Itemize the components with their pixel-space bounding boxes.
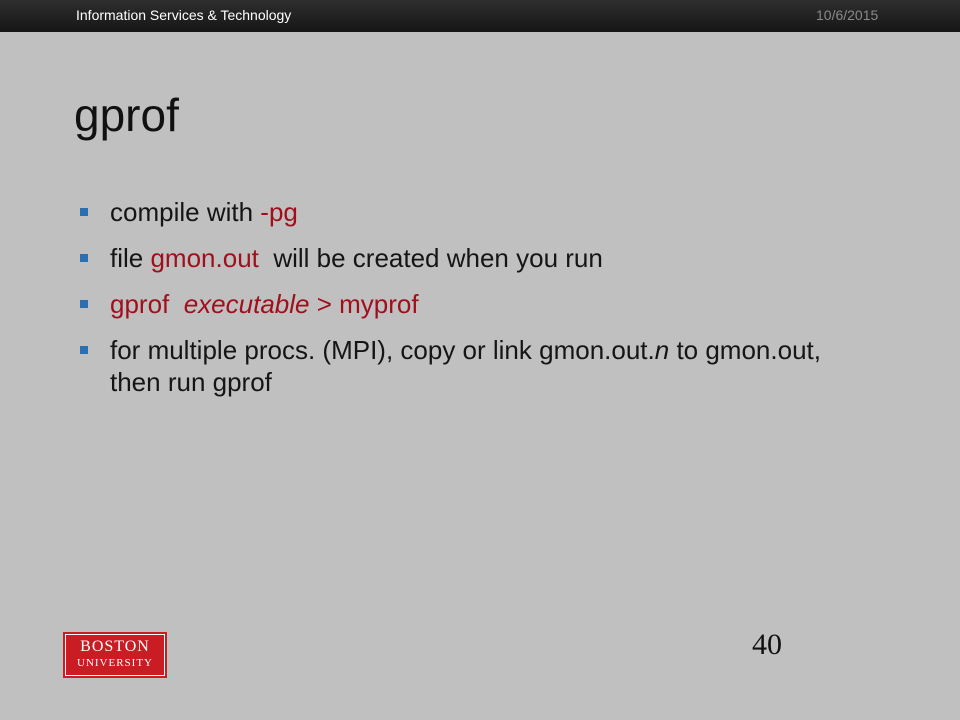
bullet-text: for multiple procs. (MPI), copy or link gmon.out. bbox=[110, 335, 655, 365]
flag-text: -pg bbox=[260, 197, 298, 227]
command-text: > myprof bbox=[309, 289, 419, 319]
square-bullet-icon bbox=[80, 254, 88, 262]
command-text: gprof bbox=[110, 289, 177, 319]
logo-line-2: UNIVERSITY bbox=[77, 657, 153, 669]
bullet-item bbox=[76, 196, 876, 228]
logo-line-1: BOSTON bbox=[80, 638, 150, 655]
italic-text: n bbox=[654, 335, 670, 365]
filename-text: gmon.out bbox=[150, 243, 259, 273]
page-number: 40 bbox=[752, 628, 782, 661]
square-bullet-icon bbox=[80, 346, 88, 354]
bullet-text: file bbox=[110, 243, 151, 273]
bullet-item bbox=[76, 242, 876, 274]
slide-title: gprof bbox=[74, 89, 179, 141]
square-bullet-icon bbox=[80, 208, 88, 216]
bullet-item bbox=[76, 334, 876, 398]
square-bullet-icon bbox=[80, 300, 88, 308]
boston-university-logo bbox=[63, 632, 167, 678]
bullet-text: to gmon.out, then run gprof bbox=[110, 335, 821, 397]
organization-label: Information Services & Technology bbox=[76, 7, 292, 23]
logo-frame bbox=[65, 634, 165, 676]
bullet-text: compile with bbox=[110, 197, 261, 227]
bullet-text: will be created when you run bbox=[258, 243, 603, 273]
command-arg-text: executable bbox=[176, 289, 310, 319]
bullet-item bbox=[76, 288, 876, 320]
date-label: 10/6/2015 bbox=[816, 7, 879, 23]
top-bar bbox=[0, 0, 960, 32]
bullet-list bbox=[76, 196, 876, 412]
